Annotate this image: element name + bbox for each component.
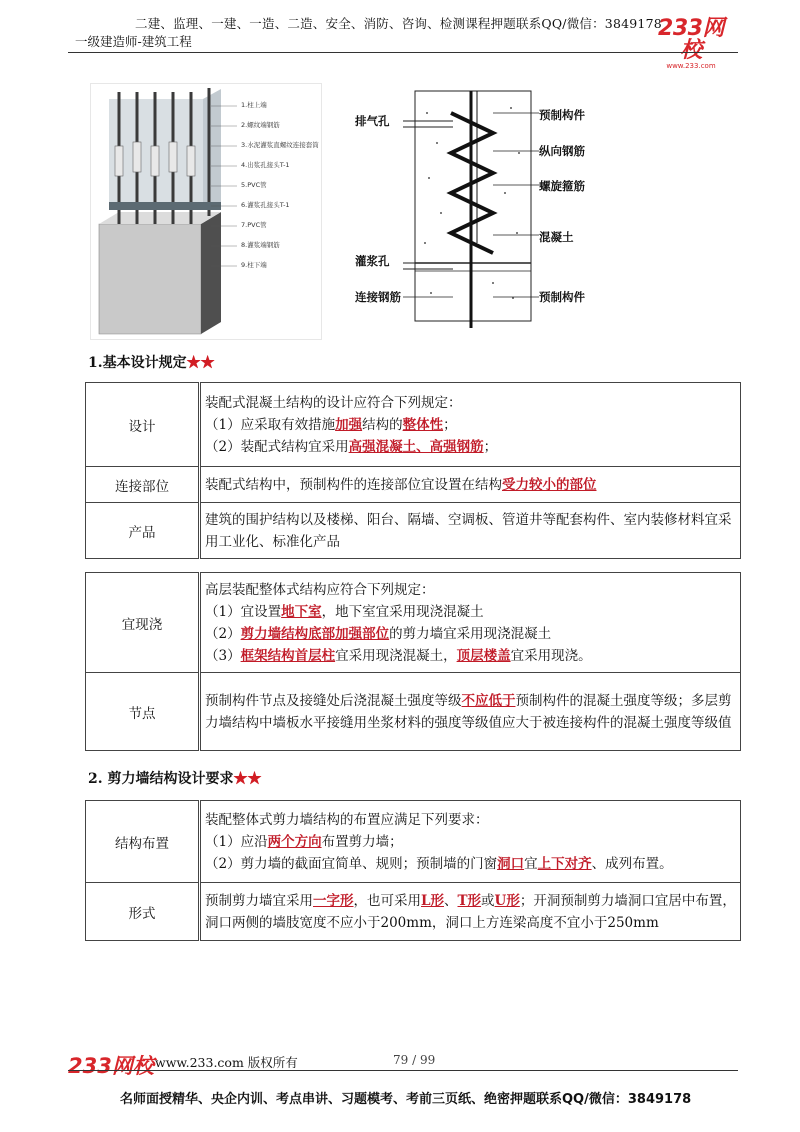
header-subtitle: 一级建造师-建筑工程 xyxy=(75,34,192,49)
section-1-text: 基本设计规定 xyxy=(102,355,187,371)
key-term: 不应低于 xyxy=(461,692,516,709)
cell-text: 宜采用现浇。 xyxy=(510,647,592,664)
section-1-num: 1. xyxy=(88,355,103,371)
cell-text: （1）应采取有效措施 xyxy=(205,416,336,433)
fig-label-exhaust: 排气孔 xyxy=(355,114,390,128)
page-number: 79 / 99 xyxy=(393,1053,436,1067)
key-term: 上下对齐 xyxy=(537,855,592,872)
header-ad-line: 二建、监理、一建、一造、二造、安全、消防、咨询、检测课程押题联系QQ/微信：3849178 xyxy=(135,16,662,31)
cell-text: 的剪力墙宜采用现浇混凝土 xyxy=(389,625,552,642)
cell-line xyxy=(205,392,736,414)
cell-text: 预制构件的混凝土强度等级；多层剪力墙结构中墙板水平接缝用坐浆材料的强度等级值应大于被连接构件的混凝土强度等级值 xyxy=(205,692,732,731)
cell-text: 宜 xyxy=(524,855,538,872)
cell-text: （1）应沿 xyxy=(205,833,268,850)
cell-line xyxy=(205,831,736,853)
row-key: 设计 xyxy=(86,383,200,467)
row-key: 形式 xyxy=(86,883,200,941)
key-term: T形 xyxy=(457,892,482,909)
cell-text: 装配式结构中，预制构件的连接部位宜设置在结构 xyxy=(205,476,502,493)
cell-line xyxy=(205,579,736,601)
table-row xyxy=(86,801,741,883)
fig-label-concrete: 混凝土 xyxy=(539,230,574,244)
cell-text: 预制构件节点及接缝处后浇混凝土强度等级 xyxy=(205,692,462,709)
row-key: 结构布置 xyxy=(86,801,200,883)
key-term: 框架结构首层柱 xyxy=(240,647,336,664)
key-term: 加强 xyxy=(335,416,363,433)
key-term: 地下室 xyxy=(281,603,322,620)
cell-text: 结构的 xyxy=(362,416,403,433)
row-value xyxy=(200,573,741,673)
fig-label-9: 9.柱下端 xyxy=(241,261,267,269)
table-row xyxy=(86,383,741,467)
fig-label-vertical-bar: 纵向钢筋 xyxy=(539,144,585,158)
footer-logo: 233网校 xyxy=(68,1054,154,1078)
cell-text: ；开洞预制剪力墙洞口宜居中布置，洞口两侧的墙肢宽度不应小于200mm，洞口上方连梁高度不宜小于250mm xyxy=(205,892,736,931)
cell-text: 高层装配整体式结构应符合下列规定： xyxy=(205,581,435,598)
table-basic-design xyxy=(85,382,741,559)
cell-line xyxy=(205,890,736,934)
fig-label-2: 2.螺纹端钢筋 xyxy=(241,121,280,129)
table-row xyxy=(86,503,741,559)
key-term: U形 xyxy=(494,892,520,909)
key-term: 两个方向 xyxy=(267,833,322,850)
cell-line xyxy=(205,623,736,645)
cell-text: 装配式混凝土结构的设计应符合下列规定： xyxy=(205,394,462,411)
cell-line xyxy=(205,509,736,553)
cell-line xyxy=(205,436,736,458)
table-shear-wall xyxy=(85,800,741,941)
fig-label-7: 7.PVC管 xyxy=(241,221,267,229)
table-row xyxy=(86,467,741,503)
cell-text: （3） xyxy=(205,647,241,664)
table-cast-in-place xyxy=(85,572,741,751)
column-illustration xyxy=(91,84,323,341)
section-2-text: 剪力墙结构设计要求 xyxy=(107,771,234,787)
fig-label-3: 3.水泥灌浆直螺纹连接套筒 xyxy=(241,141,319,149)
row-key: 产品 xyxy=(86,503,200,559)
row-value xyxy=(200,883,741,941)
table-row xyxy=(86,883,741,941)
header-logo xyxy=(650,18,732,70)
section-2-title xyxy=(88,768,262,788)
cell-line xyxy=(205,690,736,734)
row-key: 节点 xyxy=(86,673,200,751)
cell-text: （2） xyxy=(205,625,241,642)
cell-line xyxy=(205,414,736,436)
cell-text: ； xyxy=(443,416,457,433)
row-value xyxy=(200,383,741,467)
section-2-num: 2. xyxy=(88,771,103,787)
fig-label-connect-bar: 连接钢筋 xyxy=(355,290,401,304)
cell-line xyxy=(205,474,736,496)
footer-divider xyxy=(68,1070,738,1071)
star-rating: ★★ xyxy=(186,355,215,371)
fig-label-5: 5.PVC管 xyxy=(241,181,267,189)
cell-text: ，也可采用 xyxy=(353,892,421,909)
cell-text: 宜采用现浇混凝土， xyxy=(335,647,457,664)
logo-text: 233网校 xyxy=(658,16,724,63)
row-key: 宜现浇 xyxy=(86,573,200,673)
cell-text: 建筑的围护结构以及楼梯、阳台、隔墙、空调板、管道井等配套构件、室内装修材料宜采用工业化、标准化产品 xyxy=(205,511,732,550)
cell-line xyxy=(205,809,736,831)
row-value xyxy=(200,801,741,883)
cell-text: 、成列布置。 xyxy=(591,855,673,872)
figure-spiral-connection xyxy=(343,83,595,340)
header-divider xyxy=(68,52,738,53)
cell-text: （1）宜设置 xyxy=(205,603,282,620)
fig-label-prefab-top: 预制构件 xyxy=(539,108,585,122)
table-row xyxy=(86,673,741,751)
cell-text: ； xyxy=(483,438,498,455)
cell-line xyxy=(205,853,736,875)
row-value xyxy=(200,673,741,751)
cell-text: 或 xyxy=(481,892,495,909)
key-term: L形 xyxy=(421,892,444,909)
table-row xyxy=(86,573,741,673)
logo-url: www.233.com xyxy=(666,62,716,70)
key-term: 剪力墙结构底部加强部位 xyxy=(240,625,390,642)
cell-text: 装配整体式剪力墙结构的布置应满足下列要求： xyxy=(205,811,489,828)
fig-label-1: 1.柱上端 xyxy=(241,101,267,109)
key-term: 顶层楼盖 xyxy=(456,647,511,664)
fig-label-spiral: 螺旋箍筋 xyxy=(539,179,585,193)
fig-label-prefab-bottom: 预制构件 xyxy=(539,290,585,304)
fig-label-8: 8.灌浆端钢筋 xyxy=(241,241,280,249)
cell-text: 预制剪力墙宜采用 xyxy=(205,892,313,909)
figure-grout-sleeve-column xyxy=(90,83,322,340)
key-term: 高强混凝土、高强钢筋 xyxy=(348,438,484,455)
key-term: 一字形 xyxy=(313,892,354,909)
footer-ad-line: 名师面授精华、央企内训、考点串讲、习题模考、考前三页纸、绝密押题联系QQ/微信：3849178 xyxy=(120,1092,692,1107)
fig-label-4: 4.出浆孔接头T-1 xyxy=(241,161,290,169)
key-term: 洞口 xyxy=(497,855,525,872)
row-key: 连接部位 xyxy=(86,467,200,503)
cell-line xyxy=(205,601,736,623)
key-term: 整体性 xyxy=(402,416,444,433)
cell-text: 布置剪力墙； xyxy=(321,833,403,850)
cell-text: 、 xyxy=(444,892,458,909)
cell-text: （2）装配式结构宜采用 xyxy=(205,438,349,455)
cell-text: ，地下室宜采用现浇混凝土 xyxy=(321,603,484,620)
star-rating: ★★ xyxy=(233,771,262,787)
cell-line xyxy=(205,645,736,667)
key-term: 受力较小的部位 xyxy=(502,476,597,493)
row-value xyxy=(200,467,741,503)
fig-label-grout: 灌浆孔 xyxy=(355,254,390,268)
cell-text: （2）剪力墙的截面宜简单、规则；预制墙的门窗 xyxy=(205,855,498,872)
row-value xyxy=(200,503,741,559)
fig-label-6: 6.灌浆孔接头T-1 xyxy=(241,201,290,209)
footer-copyright: www.233.com 版权所有 xyxy=(155,1055,298,1070)
section-1-title xyxy=(88,352,215,372)
